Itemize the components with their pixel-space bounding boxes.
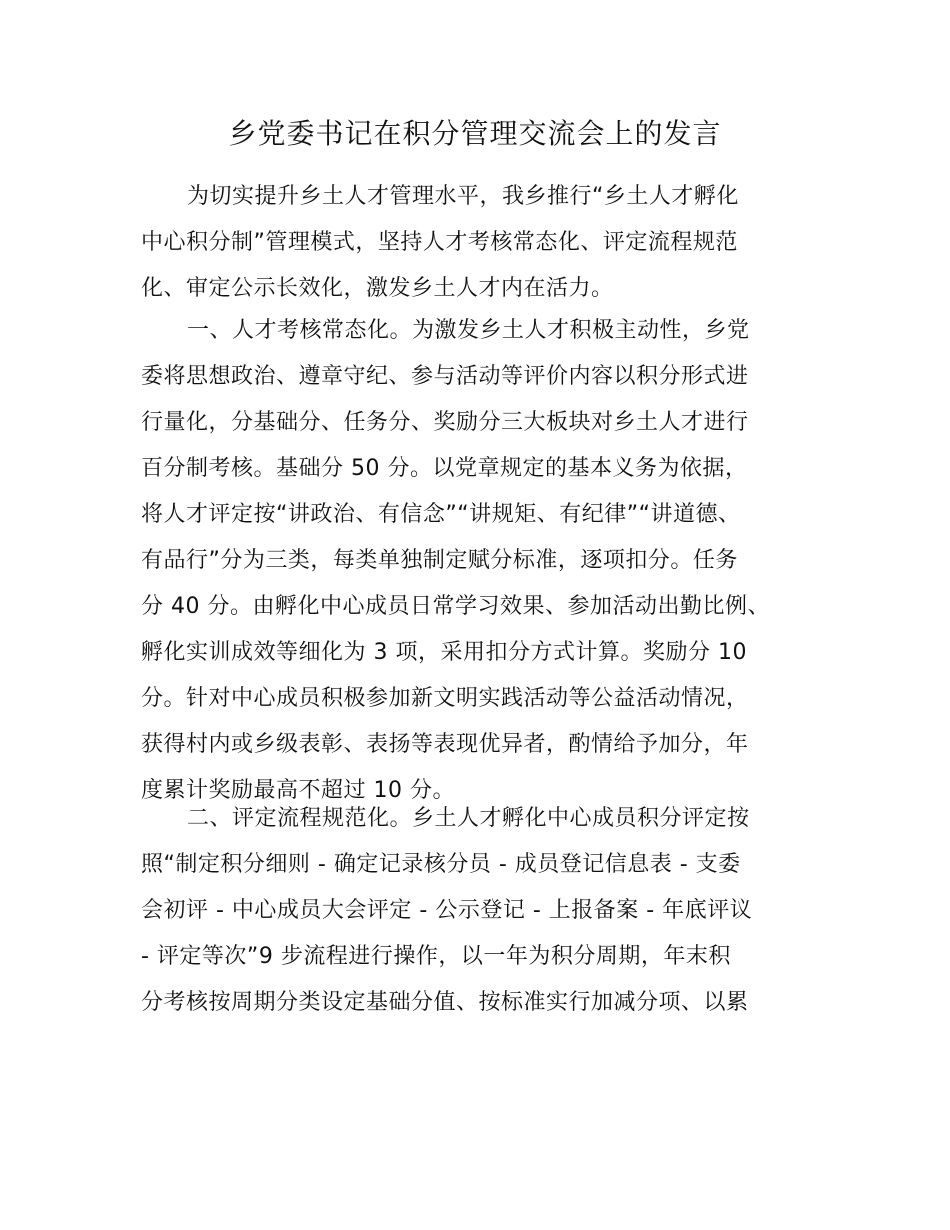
paragraph-line: 分 40 分。由孵化中心成员日常学习效果、参加活动出勤比例、 <box>141 594 770 619</box>
paragraph-talent-assessment <box>141 308 770 814</box>
paragraph-line: 委将思想政治、遵章守纪、参与活动等评价内容以积分形式进 <box>141 364 749 389</box>
paragraph-line: 中心积分制”管理模式，坚持人才考核常态化、评定流程规范 <box>141 230 738 255</box>
paragraph-line: 度累计奖励最高不超过 10 分。 <box>141 778 455 803</box>
paragraph-line: - 评定等次”9 步流程进行操作，以一年为积分周期，年末积 <box>141 944 731 969</box>
paragraph-intro <box>141 174 739 312</box>
paragraph-evaluation-process <box>141 796 752 1026</box>
paragraph-line: 孵化实训成效等细化为 3 项，采用扣分方式计算。奖励分 10 <box>141 640 747 665</box>
paragraph-line: 照“制定积分细则 - 确定记录核分员 - 成员登记信息表 - 支委 <box>141 852 741 877</box>
document-title: 乡党委书记在积分管理交流会上的发言 <box>228 117 722 150</box>
paragraph-line: 化、审定公示长效化，激发乡土人才内在活力。 <box>141 276 614 301</box>
paragraph-line: 行量化，分基础分、任务分、奖励分三大板块对乡土人才进行 <box>141 410 749 435</box>
paragraph-line: 获得村内或乡级表彰、表扬等表现优异者，酌情给予加分，年 <box>141 732 749 757</box>
paragraph-line: 分。针对中心成员积极参加新文明实践活动等公益活动情况， <box>141 686 749 711</box>
paragraph-line: 会初评 - 中心成员大会评定 - 公示登记 - 上报备案 - 年底评议 <box>141 898 753 923</box>
paragraph-line: 分考核按周期分类设定基础分值、按标准实行加减分项、以累 <box>141 990 749 1015</box>
paragraph-line: 一、人才考核常态化。为激发乡土人才积极主动性，乡党 <box>187 318 750 343</box>
paragraph-line: 为切实提升乡土人才管理水平，我乡推行“乡土人才孵化 <box>187 184 739 209</box>
paragraph-line: 将人才评定按“讲政治、有信念”“讲规矩、有纪律”“讲道德、 <box>141 502 741 527</box>
paragraph-line: 百分制考核。基础分 50 分。以党章规定的基本义务为依据， <box>141 456 748 481</box>
paragraph-line: 二、评定流程规范化。乡土人才孵化中心成员积分评定按 <box>187 806 750 831</box>
paragraph-line: 有品行”分为三类，每类单独制定赋分标准，逐项扣分。任务 <box>141 548 738 573</box>
